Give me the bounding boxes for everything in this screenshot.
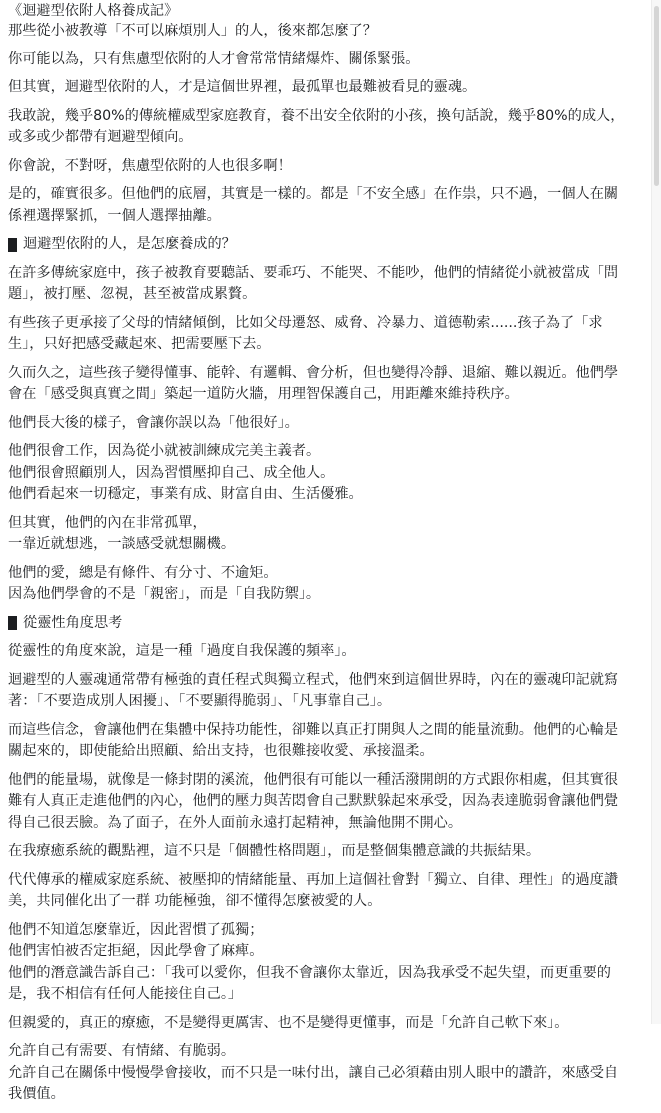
post-title: 《迴避型依附人格養成記》	[8, 3, 179, 19]
paragraph-line: 是，我不相信有任何人能接住自己。」	[8, 986, 243, 1002]
paragraph	[8, 770, 648, 835]
scrollbar-thumb[interactable]	[654, 6, 659, 186]
paragraph-line: 久而久之，這些孩子變得懂事、能幹、有邏輯、會分析，但也變得冷靜、退縮、難以親近。他們學	[8, 364, 619, 381]
paragraph	[8, 1013, 648, 1035]
paragraph	[8, 641, 648, 663]
paragraph-line: 我價值。	[8, 1086, 65, 1102]
paragraph	[8, 870, 648, 913]
paragraph	[8, 363, 648, 406]
paragraph-line: 他們不知道怎麼靠近，因此習慣了孤獨；	[8, 921, 264, 938]
paragraph	[8, 563, 648, 606]
paragraph	[8, 313, 648, 356]
paragraph-line: 是的，確實很多。但他們的底層，其實是一樣的。都是「不安全感」在作祟，只不過，一個人在關	[8, 186, 619, 202]
paragraph-line: 係裡選擇緊抓，一個人選擇抽離。	[8, 207, 221, 224]
paragraph-line: 題」，被打壓、忽視，甚至被當成累贅。	[8, 286, 257, 302]
paragraph-line: 會在「感受與真實之間」築起一道防火牆，用理智保護自己，用距離來維持秩序。	[8, 386, 519, 402]
paragraph	[8, 184, 648, 227]
paragraph-line: 美，共同催化出了一群 功能極強，卻不懂得怎麼被愛的人。	[8, 893, 382, 909]
paragraph-line: 但其實，迴避型依附的人，才是這個世界裡，最孤單也最難被看見的靈魂。	[8, 79, 477, 95]
paragraph	[8, 670, 648, 713]
section-heading-text: 從靈性角度思考	[23, 614, 123, 631]
paragraph-line: 而這些信念，會讓他們在集體中保持功能性，卻難以真正打開與人之間的能量流動。他們的心輪是	[8, 721, 619, 738]
paragraph	[8, 441, 648, 506]
paragraph-line: 有些孩子更承接了父母的情緒傾倒，比如父母遷怒、威脅、冷暴力、道德勒索......孩子為了「求	[8, 314, 603, 331]
paragraph	[8, 49, 648, 71]
paragraph-line: 他們看起來一切穩定，事業有成、財富自由、生活優雅。	[8, 486, 363, 502]
paragraph-line: 你會說，不對呀，焦慮型依附的人也很多啊！	[8, 157, 292, 174]
paragraph-line: 你可能以為，只有焦慮型依附的人才會常常情緒爆炸、關係緊張。	[8, 50, 420, 67]
section-heading	[8, 613, 648, 635]
paragraph-line: 他們害怕被否定拒絕，因此學會了麻痺。	[8, 943, 264, 959]
paragraph-line: 生」，只好把感受藏起來、把需要壓下去。	[8, 336, 271, 352]
paragraph-line: 他們的潛意識告訴自己：「我可以愛你，但我不會讓你太靠近，因為我承受不起失望，而更重要的	[8, 964, 611, 981]
paragraph-line: 他們的能量場，就像是一條封閉的溪流，他們很有可能以一種活潑開朗的方式跟你相處，但其實很	[8, 771, 619, 788]
paragraph-line: 難有人真正走進他們的內心，他們的壓力與苦悶會自己默默躲起來承受，因為表達脆弱會讓他們覺	[8, 793, 619, 809]
section-heading-text: 迴避型依附的人，是怎麼養成的？	[23, 236, 236, 252]
paragraph-line: 允許自己有需要、有情緒、有脆弱。	[8, 1043, 236, 1059]
paragraph	[8, 156, 648, 178]
paragraph	[8, 513, 648, 556]
post-body	[8, 0, 648, 1113]
paragraph-line: 一靠近就想逃，一談感受就想關機。	[8, 536, 236, 552]
paragraph-line: 允許自己在關係中慢慢學會接收，而不只是一味付出，讓自己必須藉由別人眼中的讚許，來感受自	[8, 1064, 619, 1081]
post-content	[8, 21, 648, 1106]
paragraph-line: 他們很會工作，因為從小就被訓練成完美主義者。	[8, 443, 321, 459]
paragraph-line: 我敢說，幾乎80%的傳統權威型家庭教育，養不出安全依附的小孩，換句話說，幾乎80%的成人，	[8, 107, 625, 124]
paragraph-line: 著：「不要造成別人困擾」、「不要顯得脆弱」、「凡事靠自己」。	[8, 693, 392, 709]
paragraph	[8, 263, 648, 306]
heading-marker-icon	[8, 616, 17, 630]
paragraph-line: 他們很會照顧別人，因為習慣壓抑自己、成全他人。	[8, 464, 335, 481]
paragraph-line: 但親愛的，真正的療癒，不是變得更厲害、也不是變得更懂事，而是「允許自己軟下來」。	[8, 1014, 569, 1031]
section-heading	[8, 234, 648, 256]
paragraph-line: 因為他們學會的不是「親密」，而是「自我防禦」。	[8, 586, 321, 602]
paragraph-line: 在許多傳統家庭中，孩子被教育要聽話、要乖巧、不能哭、不能吵，他們的情緒從小就被當成「問	[8, 264, 619, 281]
paragraph	[8, 77, 648, 99]
paragraph-line: 得自己很丟臉。為了面子，在外人面前永遠打起精神，無論他開不開心。	[8, 814, 463, 831]
paragraph-line: 關起來的，即使能給出照顧、給出支持，也很難接收愛、承接溫柔。	[8, 743, 434, 759]
paragraph-line: 他們的愛，總是有條件、有分寸、不逾矩。	[8, 564, 278, 581]
paragraph	[8, 1041, 648, 1106]
heading-marker-icon	[8, 238, 17, 252]
paragraph	[8, 720, 648, 763]
paragraph	[8, 413, 648, 435]
paragraph-line: 在我療癒系統的觀點裡，這不只是「個體性格問題」，而是整個集體意識的共振結果。	[8, 843, 541, 859]
paragraph-line: 他們長大後的樣子，會讓你誤以為「他很好」。	[8, 414, 299, 431]
paragraph-line: 代代傳承的權威家庭系統、被壓抑的情緒能量、再加上這個社會對「獨立、自律、理性」的過度讚	[8, 871, 619, 888]
paragraph	[8, 21, 648, 43]
paragraph-line: 那些從小被教導「不可以麻煩別人」的人，後來都怎麼了？	[8, 23, 377, 39]
scrollbar-track[interactable]	[651, 0, 661, 1024]
paragraph	[8, 841, 648, 863]
paragraph-line: 或多或少都帶有迴避型傾向。	[8, 129, 193, 145]
paragraph	[8, 920, 648, 1006]
paragraph-line: 從靈性的角度來說，這是一種「過度自我保護的頻率」。	[8, 643, 356, 659]
paragraph-line: 迴避型的人靈魂通常帶有極強的責任程式與獨立程式，他們來到這個世界時，內在的靈魂印記就寫	[8, 671, 619, 688]
paragraph	[8, 106, 648, 149]
paragraph-line: 但其實，他們的內在非常孤單，	[8, 514, 207, 531]
